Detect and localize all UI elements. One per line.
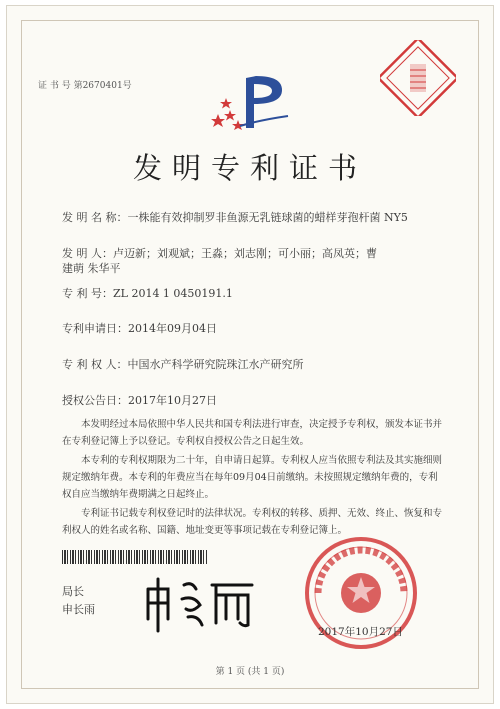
- page-footer: 第 1 页 (共 1 页): [215, 667, 285, 677]
- field-patent-number: [62, 286, 412, 301]
- field-patentee: [62, 357, 412, 372]
- body-paragraph: 本发明经过本局依照中华人民共和国专利法进行审查，决定授予专利权，颁发本证书并在专利登记簿上予以登记。专利权自授权公告之日起生效。: [62, 419, 443, 447]
- barcode: [62, 550, 208, 564]
- body-paragraph: 专利证书记载专利权登记时的法律状况。专利权的转移、质押、无效、终止、恢复和专利权人的姓名或名称、国籍、地址变更等事项记载在专利登记簿上。: [62, 508, 443, 536]
- field-label: 发 明 人：: [62, 247, 113, 260]
- agency-stamp: [380, 40, 456, 116]
- field-value: 2014年09月04日: [128, 322, 217, 335]
- certificate-number: 证 书 号 第2670401号: [38, 81, 132, 91]
- signature-stroke: [182, 584, 202, 625]
- field-label: 发 明 名 称：: [62, 211, 128, 224]
- handwritten-signature: [140, 575, 260, 633]
- logo-star-2: [224, 110, 236, 121]
- field-value: ZL 2014 1 0450191.1: [113, 287, 233, 300]
- field-grant-date: [62, 393, 412, 408]
- signature-stroke: [212, 585, 252, 626]
- logo-star-3: [220, 98, 232, 109]
- director-title: 局长: [62, 585, 84, 598]
- seal-date: 2017年10月27日: [318, 626, 403, 638]
- field-value: 中国水产科学研究院珠江水产研究所: [127, 358, 304, 371]
- signature-stroke: [148, 579, 168, 631]
- field-label: 专 利 权 人：: [62, 358, 128, 371]
- field-value: 2017年10月27日: [128, 394, 217, 407]
- field-value: 卢迈新；刘观斌；王淼；刘志刚；可小丽；高凤英；曹建萌 朱华平: [62, 247, 377, 275]
- director-name: 申长雨: [62, 603, 95, 616]
- field-label: 专 利 号：: [62, 287, 113, 300]
- body-paragraph: 本专利的专利权期限为二十年，自申请日起算。专利权人应当依照专利法及其实施细则规定缴纳年费。本专利的年费应当在每年09月04日前缴纳。未按照规定缴纳年费的，专利权自应当缴纳年费期满之日起终止。: [62, 455, 443, 500]
- field-filing-date: [62, 321, 412, 336]
- field-invention-name: [62, 210, 412, 225]
- field-value: 一株能有效抑制罗非鱼源无乳链球菌的蜡样芽孢杆菌 NY5: [127, 211, 408, 224]
- field-label: 授权公告日：: [62, 394, 128, 407]
- logo-star-1: [211, 114, 225, 127]
- field-inventors: [62, 246, 382, 276]
- certificate-title: 发明专利证书: [132, 151, 367, 185]
- patent-office-logo: [210, 70, 292, 130]
- field-label: 专利申请日：: [62, 322, 128, 335]
